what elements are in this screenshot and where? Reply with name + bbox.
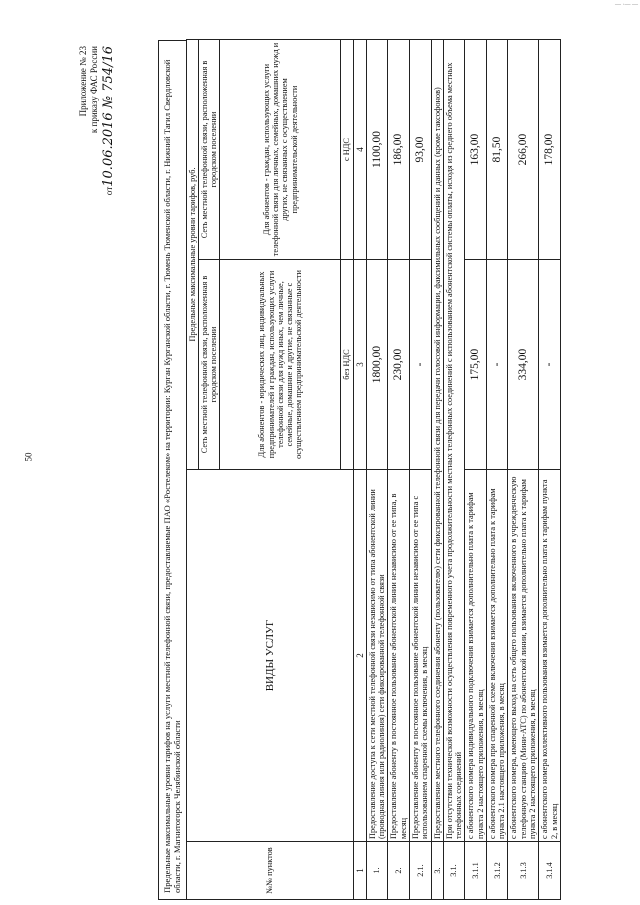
header-network-a: Сеть местной телефонной связи, расположенная в городском поселении: [198, 260, 220, 470]
appendix-date-prefix: от: [103, 186, 114, 196]
row-num: 3.1.1: [465, 842, 487, 900]
row-num: 3.: [431, 842, 443, 900]
rotated-content: [78, 40, 638, 900]
colnum-3: 3: [353, 260, 366, 470]
row-num: 3.1.4: [539, 842, 561, 900]
row-text: Предоставление абоненту в постоянное пользование абонентской линии независимо от ее типа, в месяц: [388, 470, 410, 842]
appendix-line-2: к приказу ФАС России: [89, 46, 100, 134]
row-price-b: 93,00: [409, 40, 431, 260]
header-tariff-top: Предельные максимальные уровни тарифов, руб.: [186, 40, 198, 470]
row-price-b: 266,00: [508, 40, 539, 260]
row-num: 3.1.3: [508, 842, 539, 900]
row-price-a: -: [486, 260, 508, 470]
tariff-table: [186, 39, 561, 900]
row-price-b: 163,00: [465, 40, 487, 260]
colnum-2: 2: [353, 470, 366, 842]
row-text: с абонентского номера индивидуального подключения взимается дополнительно плата к тарифам пункта 2 настоящего приложения, в месяц: [465, 470, 487, 842]
appendix-line-3: [101, 46, 117, 900]
row-price-b: 178,00: [539, 40, 561, 260]
table-row: [508, 40, 539, 900]
header-vat-b: с НДС: [341, 40, 353, 260]
table-row: [465, 40, 487, 900]
document-title: Предельные максимальные уровни тарифов на услуги местной телефонной связи, предоставляемые ПАО «Ростелеком» на территории: Курган Курганской области, г. Тюмень Тюменской области, г. Нижний Тагил Свердловской области, г. Магнитогорск Челябинской области: [158, 40, 186, 900]
row-price-b: 186,00: [388, 40, 410, 260]
row-num: 2.: [388, 842, 410, 900]
header-col-num: №№ пунктов: [186, 842, 353, 900]
header-subscriber-a: Для абонентов - юридических лиц, индивидуальных предпринимателей и граждан, использующих услуги телефонной связи для нужд иных, чем личные, семейные, домашние и другие, не связанные с осуществлением предпринимательской деятельности: [220, 260, 341, 470]
row-text: с абонентского номера коллективного пользования взимается дополнительно плата к тарифам пункта 2, в месяц: [539, 470, 561, 842]
header-colnum-row: [353, 40, 366, 900]
row-price-b: 81,50: [486, 40, 508, 260]
header-subscriber-b: Для абонентов - граждан, использующих услуги телефонной связи для личных, семейных, домашних нужд и других, не связанных с осуществлением предпринимательской деятельности: [220, 40, 341, 260]
scan-corner-mark: — ·— —: [615, 2, 638, 8]
row-num: 2.1.: [409, 842, 431, 900]
colnum-1: 1: [353, 842, 366, 900]
header-col-services: ВИДЫ УСЛУГ: [186, 470, 353, 842]
tariff-table-wrap: [158, 40, 561, 900]
table-row: [366, 40, 388, 900]
row-price-a: 175,00: [465, 260, 487, 470]
row-price-a: 230,00: [388, 260, 410, 470]
appendix-lines: [78, 40, 117, 900]
header-network-b: Сеть местной телефонной связи, расположенная в городском поселении: [198, 40, 220, 260]
section-text: Предоставление местного телефонного соединения абоненту (пользователю) сети фиксированной телефонной связи для передачи голосовой информации, факсимильных сообщений и данных (кроме таксофонов): [431, 40, 443, 842]
section-row: [431, 40, 443, 900]
row-price-b: 1100,00: [366, 40, 388, 260]
section-text: При отсутствии технической возможности осуществления повременного учета продолжительности местных телефонных соединений с использованием абонентской системы оплаты, исходя из среднего объема местных телефонных соединений: [443, 40, 465, 842]
colnum-4: 4: [353, 40, 366, 260]
row-price-a: -: [409, 260, 431, 470]
row-price-a: -: [539, 260, 561, 470]
appendix-date: 10.06.2016 № 754/16: [100, 46, 116, 187]
appendix-line-1: Приложение № 23: [78, 46, 88, 117]
table-row: [409, 40, 431, 900]
row-text: Предоставление доступа к сети местной телефонной связи независимо от типа абонентской линии (проводная линия или радиолиния) сети фиксированной телефонной связи: [366, 470, 388, 842]
row-price-a: 334,00: [508, 260, 539, 470]
table-row: [486, 40, 508, 900]
table-row: [388, 40, 410, 900]
row-num: 1.: [366, 842, 388, 900]
appendix-header: [78, 40, 117, 900]
table-row: [539, 40, 561, 900]
header-row-top: [186, 40, 198, 900]
row-text: с абонентского номера, имеющего выход на сеть общего пользования включенного в учрежденческую телефонную станцию (Мини-АТС) по абонентской линии, взимается дополнительно плата к тарифам пункта 2 настоящего приложения, в месяц: [508, 470, 539, 842]
section-row: [443, 40, 465, 900]
page-number: 50: [23, 452, 34, 462]
row-num: 3.1.: [443, 842, 465, 900]
row-text: Предоставление абоненту в постоянное пользование абонентской линии независимо от ее типа с использованием спаренной схемы включения, в месяц: [409, 470, 431, 842]
row-num: 3.1.2: [486, 842, 508, 900]
row-price-a: 1800,00: [366, 260, 388, 470]
row-text: с абонентского номера при спаренной схеме включения взимается дополнительно плата к тарифам пункта 2.1 настоящего приложения, в месяц: [486, 470, 508, 842]
header-vat-a: без НДС: [341, 260, 353, 470]
